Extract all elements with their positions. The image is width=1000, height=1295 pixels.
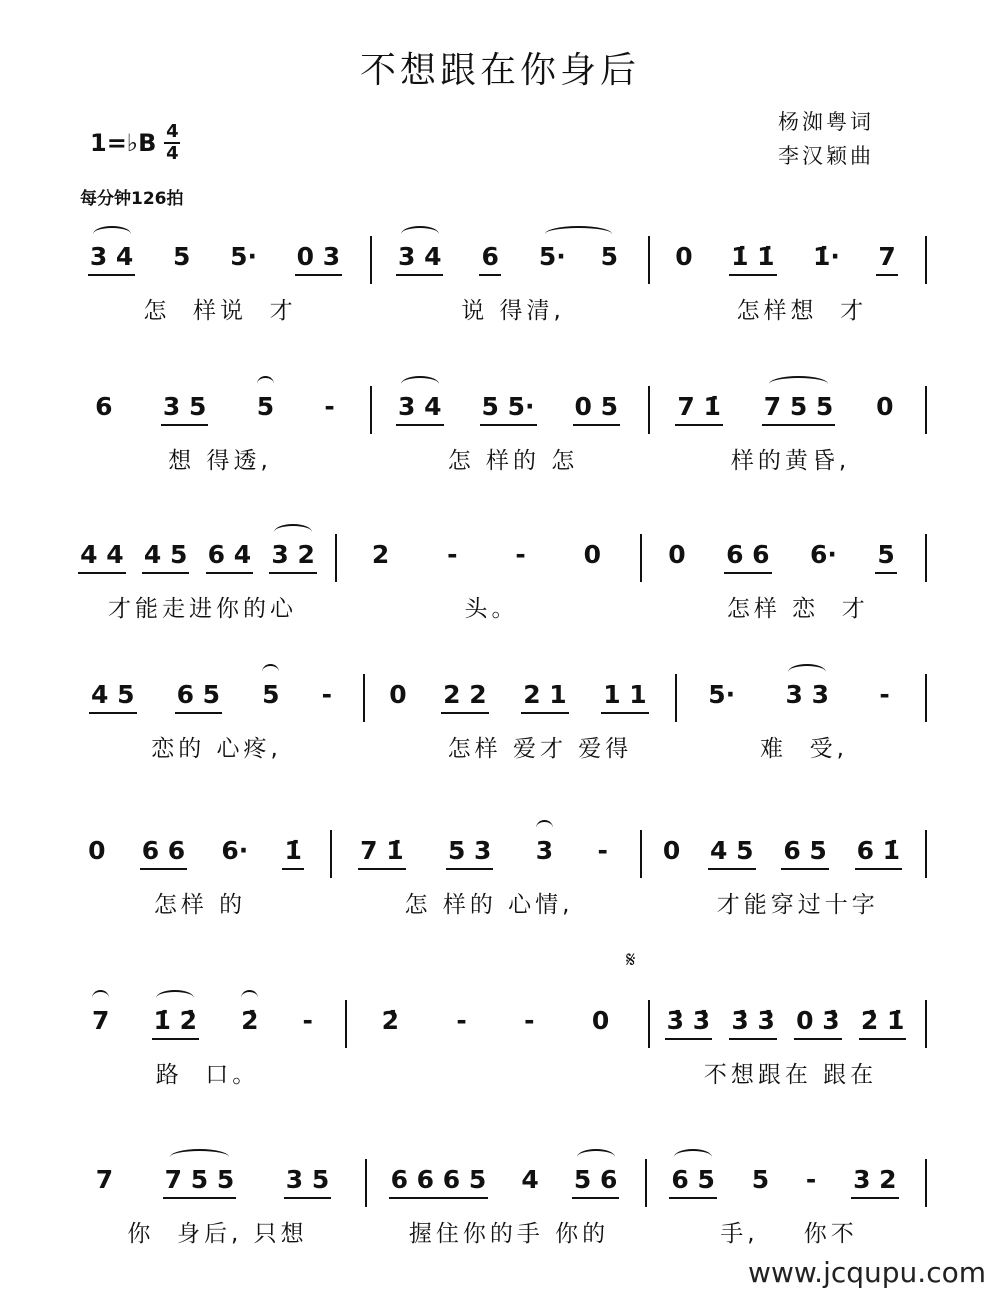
barline [640, 830, 642, 878]
measure-notes [378, 392, 638, 432]
measure-notes [656, 242, 915, 282]
measure [378, 392, 648, 532]
barline [648, 236, 650, 284]
note-group: 4 [521, 1165, 539, 1194]
note-group: 1̇ 1̇ [729, 242, 777, 276]
note-group: 5· [708, 680, 736, 709]
note-group: 2̇ [381, 1006, 400, 1035]
note-group: 7 5 5 [163, 1165, 237, 1199]
score-row [70, 392, 930, 532]
measure [683, 680, 925, 820]
measure [343, 540, 640, 680]
note-group: 6 4 [206, 540, 254, 574]
score-row [70, 836, 930, 976]
measure-notes [70, 392, 360, 432]
lyrics-line: 怎样想 才 [713, 298, 868, 324]
measure [656, 392, 925, 532]
note-group: 1̇ [282, 836, 303, 870]
note-group: 0 [662, 836, 681, 865]
measure-notes [653, 1165, 915, 1205]
composer-credit: 李汉颖曲 [778, 144, 874, 168]
note-group: - [524, 1006, 535, 1035]
note-group: 3 [535, 836, 554, 865]
note-group: 6 1̇ [855, 836, 903, 870]
measure [70, 392, 370, 532]
note-group: - [515, 540, 526, 569]
measure-notes [378, 242, 638, 282]
lyrics-line: 说 得清, [461, 298, 565, 324]
measure-notes [656, 392, 915, 432]
measure-notes [648, 540, 915, 580]
note-group: 2 2 [441, 680, 489, 714]
lyrics-line: 才能穿过十字 [694, 892, 879, 918]
note-group: 6 5 [781, 836, 829, 870]
time-bottom: 4 [166, 143, 179, 164]
lyrics-line: 手, 你不 [720, 1221, 858, 1247]
key-tonic: 1=♭B [90, 129, 157, 157]
note-group: 7 [95, 1165, 114, 1194]
measure [70, 1165, 365, 1295]
note-group: 5· [230, 242, 257, 271]
note-group: 5 [256, 392, 275, 421]
measure-notes [338, 836, 630, 876]
note-group: 3 3 [785, 680, 829, 709]
measure-notes [70, 242, 360, 282]
tempo-marking: 每分钟126拍 [80, 189, 184, 209]
lyrics-line: 恋的 心疼, [151, 736, 282, 762]
lyrics-line: 怎样 爱才 爱得 [413, 736, 633, 762]
note-group: 0 5 [573, 392, 621, 426]
note-group: - [456, 1006, 467, 1035]
time-signature [164, 122, 180, 164]
score-row [70, 680, 930, 820]
measure-notes [70, 680, 353, 720]
barline [370, 386, 372, 434]
barline [645, 1159, 647, 1207]
measure [70, 1006, 345, 1146]
lyricist-credit: 杨洳粤词 [778, 110, 874, 134]
note-group: 2 [371, 540, 390, 569]
note-group: 1̇· [813, 242, 840, 271]
measure [70, 540, 335, 680]
measure-notes [343, 540, 630, 580]
note-group: 3 4 [88, 242, 136, 276]
measure [70, 242, 370, 382]
note-group: 5 [262, 680, 280, 709]
barline [925, 1159, 927, 1207]
lyrics-line: 怎 样的 怎 [447, 448, 579, 474]
note-group: - [324, 392, 335, 421]
note-group: 7 [92, 1006, 110, 1035]
lyrics-line: 怎 样说 才 [143, 298, 297, 324]
note-group: 6 [95, 392, 113, 421]
note-group: 7 5 5 [762, 392, 836, 426]
barline [365, 1159, 367, 1207]
note-group: 1 1 [601, 680, 649, 714]
barline [363, 674, 365, 722]
note-group: 3 2 [851, 1165, 899, 1199]
note-group: 0 [675, 242, 693, 271]
lyrics-line: 才能走进你的心 [108, 596, 297, 622]
barline [925, 236, 927, 284]
note-group: 0 [389, 680, 407, 709]
measure-notes [70, 540, 325, 580]
score-row [70, 1006, 930, 1146]
measure [378, 242, 648, 382]
note-group: 0 [591, 1006, 610, 1035]
note-group: 3̇ 3̇ [665, 1006, 713, 1040]
note-group: 5 [875, 540, 896, 574]
score-row [70, 540, 930, 680]
note-group: 0 [583, 540, 602, 569]
note-group: 5 [173, 242, 191, 271]
barline [925, 674, 927, 722]
measure [371, 680, 675, 820]
measure [373, 1165, 645, 1295]
barline [925, 534, 927, 582]
note-group: 4 4 [78, 540, 126, 574]
barline [925, 386, 927, 434]
barline [648, 386, 650, 434]
song-title: 不想跟在你身后 [359, 50, 640, 91]
note-group: - [321, 680, 332, 709]
measure [70, 680, 363, 820]
lyrics-line: 难 受, [760, 736, 848, 762]
note-group: - [597, 836, 608, 865]
note-group: - [302, 1006, 313, 1035]
note-group: 6 [479, 242, 500, 276]
note-group: 0 [668, 540, 686, 569]
note-group: 2 1 [521, 680, 569, 714]
measure [70, 836, 330, 976]
measure-notes [683, 680, 915, 720]
note-group: 5 3 [446, 836, 494, 870]
measure [353, 1006, 648, 1146]
measure-notes [70, 1165, 355, 1205]
lyrics-line: 握住你的手 你的 [408, 1221, 610, 1247]
note-group: 2̇ 1̇ [859, 1006, 907, 1040]
watermark: www.jcqupu.com [748, 1256, 986, 1289]
note-group: 4 5 [708, 836, 756, 870]
measure [656, 1006, 925, 1146]
note-group: 3 4 [396, 392, 444, 426]
lyrics-line: 样的黄昏, [730, 448, 851, 474]
barline [675, 674, 677, 722]
barline [335, 534, 337, 582]
segno-icon: 𝄋 [626, 948, 636, 973]
note-group: 5 6 [572, 1165, 620, 1199]
measure-notes [371, 680, 665, 720]
note-group: 3̇ 3̇ [729, 1006, 777, 1040]
note-group: 5 [751, 1165, 770, 1194]
score-row [70, 242, 930, 382]
barline [925, 1000, 927, 1048]
lyrics-line: 路 口。 [155, 1062, 260, 1088]
lyrics-line: 想 得透, [168, 448, 272, 474]
note-group: 6 5 [669, 1165, 717, 1199]
lyrics-line: 你 身后, 只想 [127, 1221, 308, 1247]
barline [648, 1000, 650, 1048]
measure-notes [70, 1006, 335, 1046]
lyrics-line: 怎 样的 心情, [404, 892, 574, 918]
lyrics-line: 怎样 恋 才 [704, 596, 869, 622]
note-group: 6 6 6 5 [389, 1165, 489, 1199]
measure [656, 242, 925, 382]
measure-notes [656, 1006, 915, 1046]
note-group: 3 2 [269, 540, 317, 574]
measure [338, 836, 640, 976]
measure [648, 540, 925, 680]
note-group: 0 3̇ [794, 1006, 842, 1040]
note-group: 4 5 [89, 680, 137, 714]
barline [345, 1000, 347, 1048]
lyrics-line: 怎样 的 [153, 892, 247, 918]
time-top: 4 [166, 121, 179, 142]
lyrics-line: 头。 [464, 596, 519, 622]
barline [640, 534, 642, 582]
measure [648, 836, 925, 976]
note-group: - [805, 1165, 817, 1194]
note-group: - [447, 540, 458, 569]
barline [925, 830, 927, 878]
note-group: 1̇ 2̇ [152, 1006, 200, 1040]
note-group: 3 4 [396, 242, 444, 276]
note-group: 0 3 [295, 242, 343, 276]
note-group: 6 6 [724, 540, 772, 574]
note-group: 6· [221, 836, 249, 865]
note-group: 7 [876, 242, 897, 276]
note-group: 4 5 [142, 540, 190, 574]
barline [370, 236, 372, 284]
lyrics-line: 不想跟在 跟在 [703, 1062, 878, 1088]
note-group: 3 5 [284, 1165, 332, 1199]
note-group: - [879, 680, 890, 709]
note-group: 5· 5 [538, 242, 618, 271]
measure-notes [70, 836, 320, 876]
key-signature [90, 122, 180, 164]
note-group: 7 1̇ [675, 392, 723, 426]
note-group: 6· [810, 540, 837, 569]
note-group: 0 [88, 836, 106, 865]
note-group: 3 5 [161, 392, 209, 426]
measure-notes [353, 1006, 638, 1046]
measure-notes [373, 1165, 635, 1205]
note-group: 5 5· [480, 392, 537, 426]
note-group: 2̇ [241, 1006, 259, 1035]
note-group: 6 5 [175, 680, 223, 714]
barline [330, 830, 332, 878]
note-group: 7 1̇ [358, 836, 406, 870]
note-group: 0 [876, 392, 894, 421]
measure-notes [648, 836, 915, 876]
note-group: 6 6 [140, 836, 188, 870]
